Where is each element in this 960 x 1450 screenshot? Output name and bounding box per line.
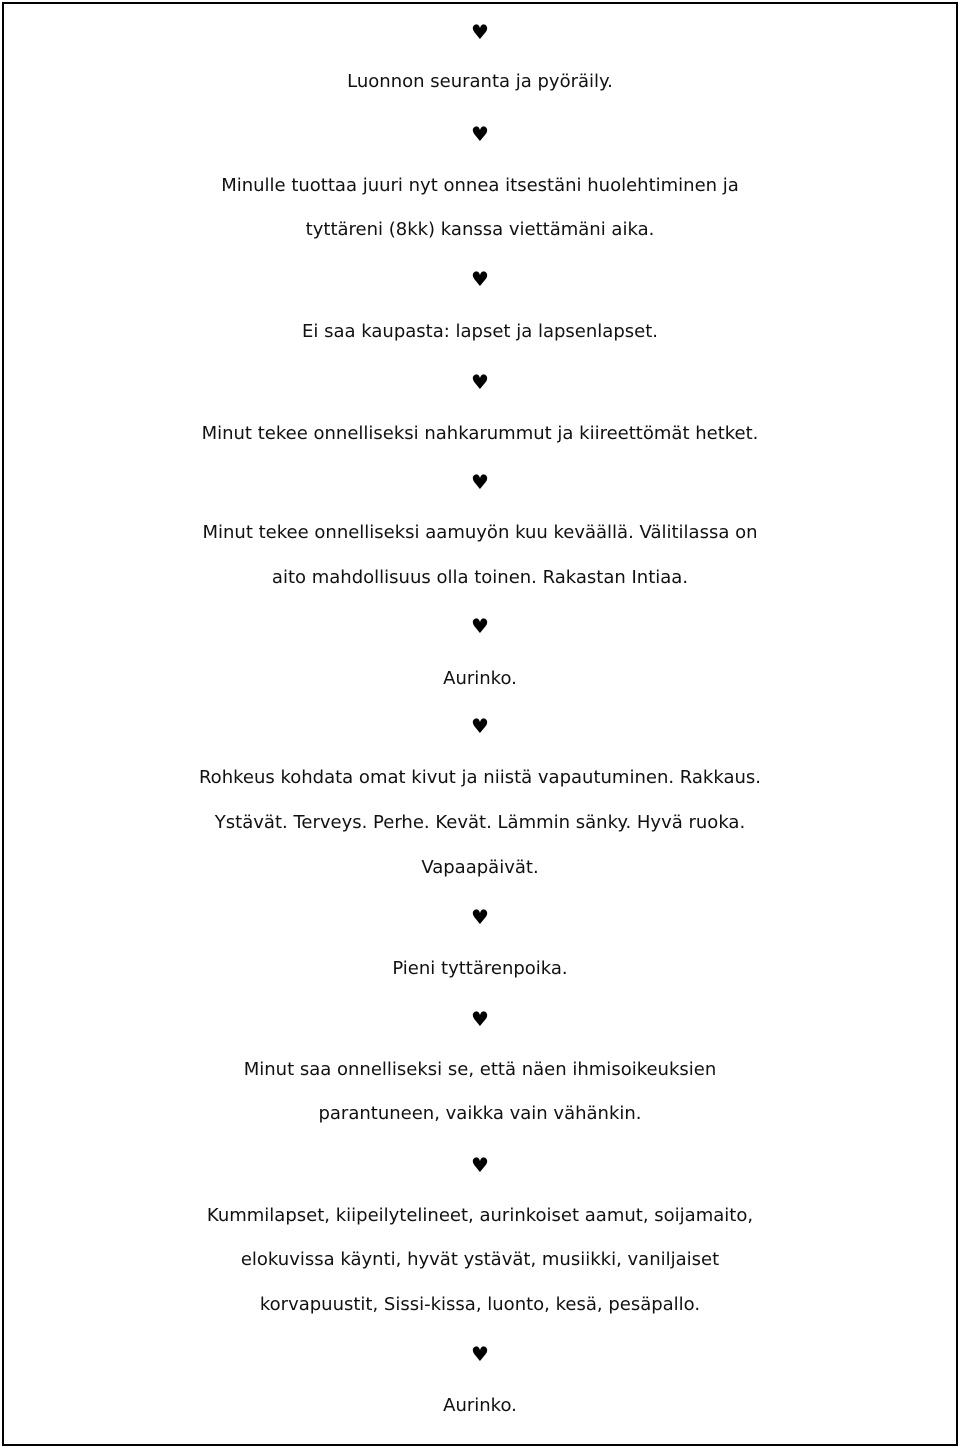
entry-4-line-1: Minut tekee onnelliseksi nahkarummut ja kiireettömät hetket. (201, 423, 759, 444)
heart-icon: ♥ (471, 905, 489, 929)
entry-10-line-2: elokuvissa käynti, hyvät ystävät, musiikki, vaniljaiset (240, 1249, 720, 1270)
entry-10-line-3: korvapuustit, Sissi-kissa, luonto, kesä, pesäpallo. (259, 1294, 701, 1315)
entry-2-line-2: tyttäreni (8kk) kanssa viettämäni aika. (305, 219, 655, 240)
entry-3-line-1: Ei saa kaupasta: lapset ja lapsenlapset. (302, 321, 658, 342)
heart-icon: ♥ (471, 714, 489, 738)
entry-7-line-1: Rohkeus kohdata omat kivut ja niistä vapautuminen. Rakkaus. (198, 767, 762, 788)
entry-5-line-2: aito mahdollisuus olla toinen. Rakastan Intiaa. (271, 567, 689, 588)
heart-icon: ♥ (471, 1342, 489, 1366)
entry-11-line-1: Aurinko. (443, 1395, 517, 1416)
entry-6-line-1: Aurinko. (443, 668, 517, 689)
entry-2-line-1: Minulle tuottaa juuri nyt onnea itsestäni huolehtiminen ja (221, 175, 739, 196)
quote-page (2, 2, 958, 1446)
heart-icon: ♥ (471, 1153, 489, 1177)
entry-7-line-2: Ystävät. Terveys. Perhe. Kevät. Lämmin sänky. Hyvä ruoka. (214, 812, 746, 833)
entry-10-line-1: Kummilapset, kiipeilytelineet, aurinkoiset aamut, soijamaito, (206, 1205, 754, 1226)
entry-1-line-1: Luonnon seuranta ja pyöräily. (347, 71, 613, 92)
heart-icon: ♥ (471, 614, 489, 638)
entry-7-line-3: Vapaapäivät. (421, 857, 539, 878)
heart-icon: ♥ (471, 267, 489, 291)
entry-8-line-1: Pieni tyttärenpoika. (392, 958, 568, 979)
heart-icon: ♥ (471, 20, 489, 44)
heart-icon: ♥ (471, 1007, 489, 1031)
heart-icon: ♥ (471, 122, 489, 146)
entry-9-line-1: Minut saa onnelliseksi se, että näen ihmisoikeuksien (243, 1059, 717, 1080)
heart-icon: ♥ (471, 470, 489, 494)
entry-9-line-2: parantuneen, vaikka vain vähänkin. (318, 1103, 642, 1124)
heart-icon: ♥ (471, 370, 489, 394)
entry-5-line-1: Minut tekee onnelliseksi aamuyön kuu keväällä. Välitilassa on (202, 522, 758, 543)
